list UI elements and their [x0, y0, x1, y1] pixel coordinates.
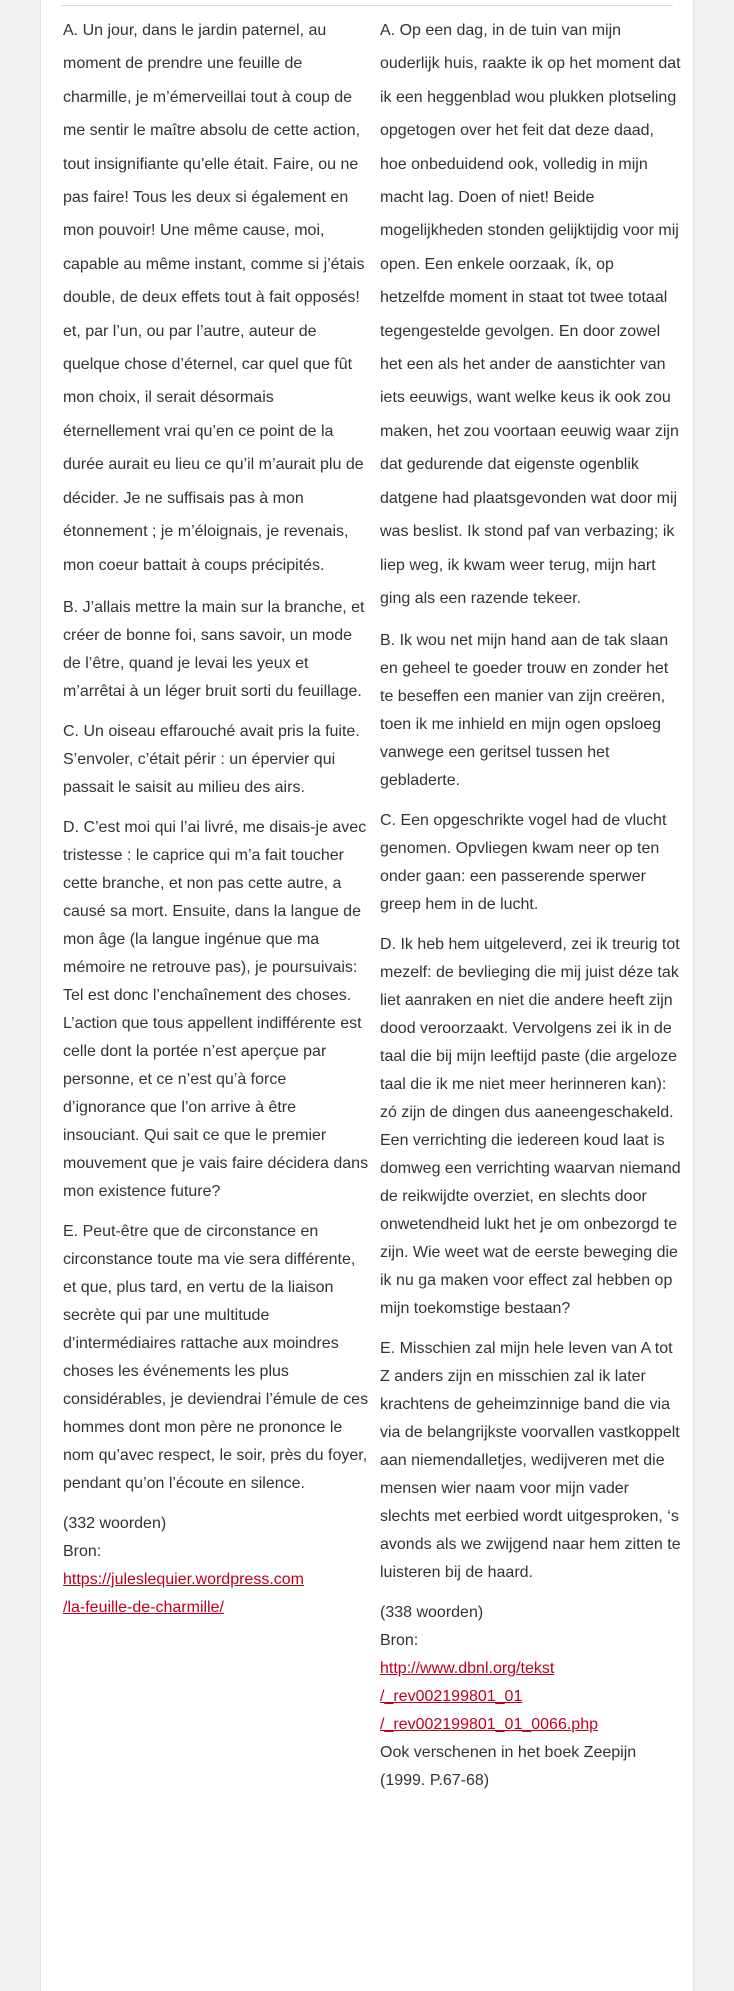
source-link-nl-line-2[interactable]: /_rev002199801_01	[380, 1688, 523, 1706]
french-column	[63, 14, 373, 1622]
word-count-nl: (338 woorden)	[380, 1604, 484, 1622]
top-divider	[61, 5, 673, 6]
paragraph-b-fr: B. J’allais mettre la main sur la branche, et créer de bonne foi, sans savoir, un mode de l’être, quand je levai les yeux et m’arrêtai à un léger bruit sorti du feuillage.	[63, 598, 365, 700]
article-page	[40, 0, 694, 1991]
paragraph-e-nl: E. Misschien zal mijn hele leven van A tot Z anders zijn en misschien zal ik later krachtens de geheimzinnige band die via via de belangrijkste voorvallen vastkoppelt aan niemendalletjes, wedijveren met die mensen wier naam voor mijn vader slechts met eerbied wordt uitgesproken, ‘s avonds als we zwijgend naar hem zitten te luisteren bij de haard.	[380, 1340, 681, 1582]
source-label-nl: Bron:	[380, 1632, 419, 1650]
paragraph-d-fr: D. C’est moi qui l’ai livré, me disais-je avec tristesse : le caprice qui m’a fait toucher cette branche, et non pas cette autre, a causé sa mort. Ensuite, dans la langue de mon âge (la langue ingénue que ma mémoire ne retrouve pas), je poursuivais: Tel est donc l’enchaînement des choses. L’action que tous appellent indifférente est celle dont la portée n’est aperçue par personne, et ce n’est qu’à force d’ignorance que l’on arrive à être insouciant. Qui sait ce que le premier mouvement que je vais faire décidera dans mon existence future?	[63, 818, 369, 1200]
source-link-fr-line-1[interactable]: https://juleslequier.wordpress.com	[63, 1570, 304, 1588]
source-link-nl-line-3[interactable]: /_rev002199801_01_0066.php	[380, 1716, 598, 1734]
source-link-nl-line-1[interactable]: http://www.dbnl.org/tekst	[380, 1660, 555, 1678]
publication-note-line-1: Ook verschenen in het boek Zeepijn	[380, 1744, 637, 1762]
paragraph-e-fr: E. Peut-être que de circonstance en circonstance toute ma vie sera différente, et que, plus tard, en vertu de la liaison secrète qui par une multitude d’intermédiaires rattache aux moindres choses les événements les plus considérables, je deviendrai l’émule de ces hommes dont mon père ne prononce le nom qu’avec respect, le soir, près du foyer, pendant qu’on l’écoute en silence.	[63, 1222, 369, 1492]
source-link-fr-line-2[interactable]: /la-feuille-de-charmille/	[63, 1598, 224, 1616]
publication-note-line-2: (1999. P.67-68)	[380, 1772, 490, 1790]
word-count-fr: (332 woorden)	[63, 1514, 167, 1532]
source-label-fr: Bron:	[63, 1542, 102, 1560]
paragraph-a-fr: A. Un jour, dans le jardin paternel, au moment de prendre une feuille de charmille, je m’émerveillai tout à coup de me sentir le maître absolu de cette action, tout insignifiante qu’elle était. Faire, ou ne pas faire! Tous les deux si également en mon pouvoir! Une même cause, moi, capable au même instant, comme si j’étais double, de deux effets tout à fait opposés! et, par l’un, ou par l’autre, auteur de quelque chose d’éternel, car quel que fût mon choix, il serait désormais éternellement vrai qu’en ce point de la durée aurait eu lieu ce qu’il m’aurait plu de décider. Je ne suffisais pas à mon étonnement ; je m’éloignais, je revenais, mon coeur battait à coups précipités.	[63, 22, 365, 574]
dutch-column	[380, 14, 682, 1795]
paragraph-d-nl: D. Ik heb hem uitgeleverd, zei ik treurig tot mezelf: de bevlieging die mij juist déze tak liet aanraken en niet die andere heeft zijn dood veroorzaakt. Vervolgens zei ik in de taal die bij mijn leeftijd paste (die argeloze taal die ik me niet meer herinneren kan): zó zijn de dingen dus aaneengeschakeld. Een verrichting die iedereen koud laat is domweg een verrichting waarvan niemand de reikwijdte overziet, en slechts door onwetendheid lukt het je om onbezorgd te zijn. Wie weet wat de eerste beweging die ik nu ga maken voor effect zal hebben op mijn toekomstige bestaan?	[380, 936, 681, 1318]
paragraph-a-nl: A. Op een dag, in de tuin van mijn ouderlijk huis, raakte ik op het moment dat ik een heggenblad wou plukken plotseling opgetogen over het feit dat deze daad, hoe onbeduidend ook, volledig in mijn macht lag. Doen of niet! Beide mogelijkheden stonden gelijktijdig voor mij open. Een enkele oorzaak, ík, op hetzelfde moment in staat tot twee totaal tegengestelde gevolgen. En door zowel het een als het ander de aanstichter van iets eeuwigs, want welke keus ik ook zou maken, het zou voortaan eeuwig waar zijn dat gedurende dat eigenste ogenblik datgene had plaatsgevonden wat door mij was beslist. Ik stond paf van verbazing; ik liep weg, ik kwam weer terug, mijn hart ging als een razende tekeer.	[380, 22, 681, 607]
paragraph-c-fr: C. Un oiseau effarouché avait pris la fuite. S’envoler, c’était périr : un épervier qui passait le saisit au milieu des airs.	[63, 722, 360, 796]
paragraph-b-nl: B. Ik wou net mijn hand aan de tak slaan en geheel te goeder trouw en zonder het te beseffen een manier van zijn creëren, toen ik me inhield en mijn ogen opsloeg vanwege een geritsel tussen het gebladerte.	[380, 632, 669, 790]
paragraph-c-nl: C. Een opgeschrikte vogel had de vlucht genomen. Opvliegen kwam neer op ten onder gaan: een passerende sperwer greep hem in de lucht.	[380, 812, 667, 914]
